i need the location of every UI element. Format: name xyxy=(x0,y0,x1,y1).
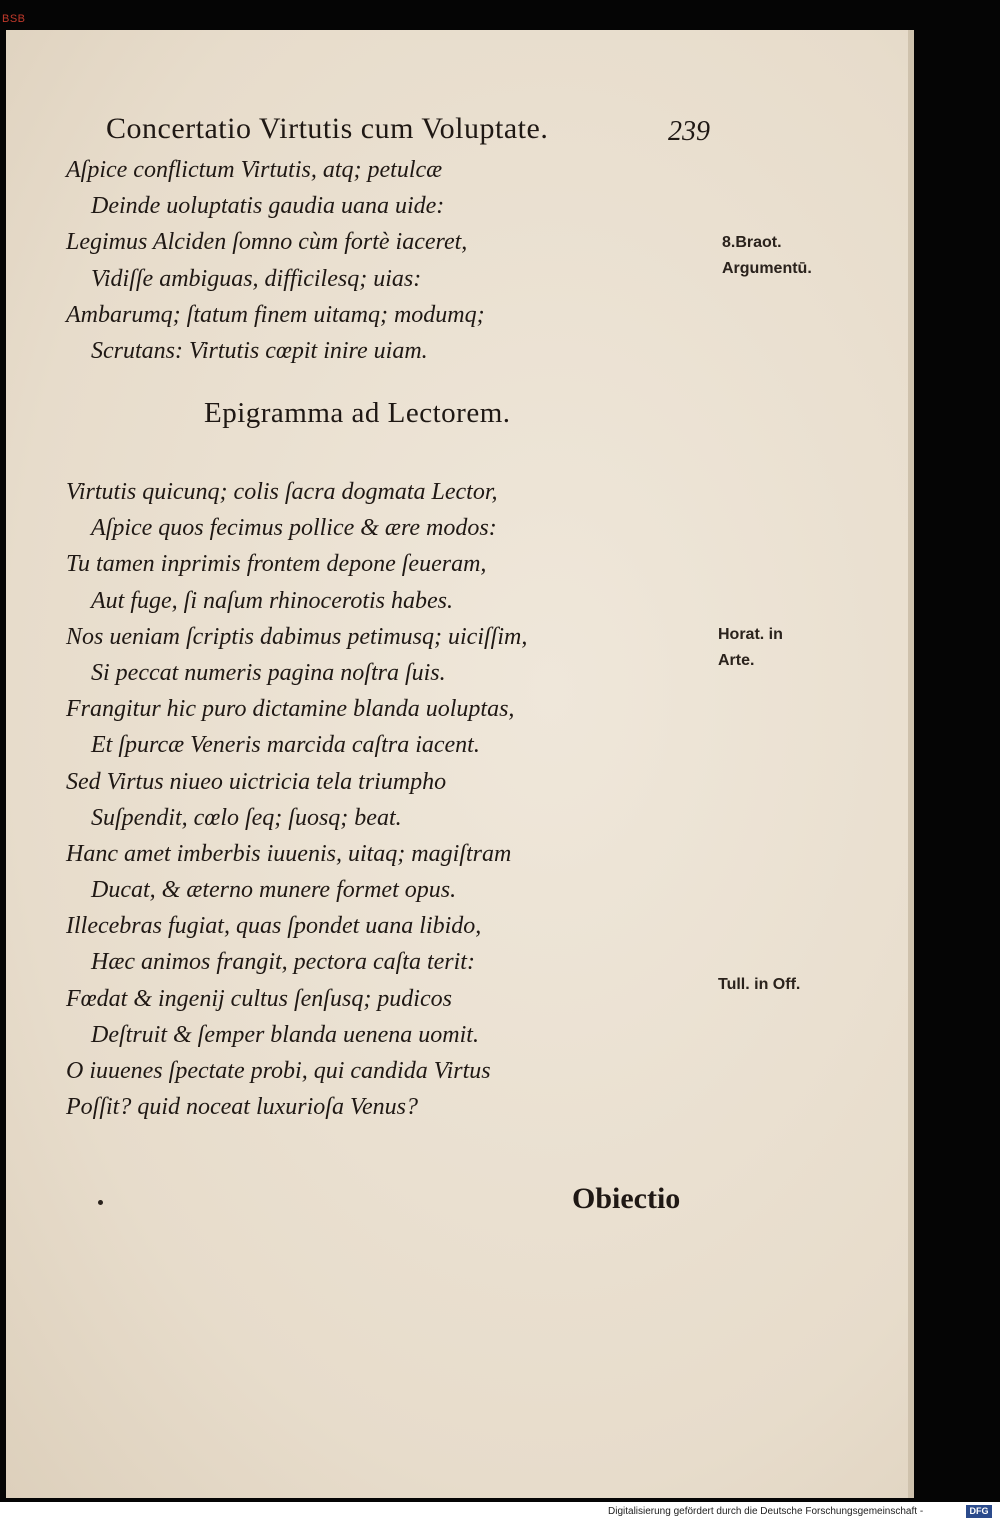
running-head: Concertatio Virtutis cum Voluptate. xyxy=(106,112,549,145)
verse-line: Deinde uoluptatis gaudia uana uide: xyxy=(91,193,445,220)
verse-line: Fœdat & ingenij cultus ſenſusq; pudicos xyxy=(66,985,452,1012)
marginal-note-argument xyxy=(722,230,812,282)
verse-line: Sed Virtus niueo uictricia tela triumpho xyxy=(66,768,447,795)
verse-line: Ducat, & æterno munere formet opus. xyxy=(91,877,457,904)
verse-block-argument xyxy=(66,152,485,369)
verse-line: Aſpice conflictum Virtutis, atq; petulcæ xyxy=(66,157,443,183)
book-page xyxy=(6,30,914,1498)
verse-line: Poſſit? quid noceat luxurioſa Venus? xyxy=(66,1094,418,1121)
marginal-line: Tull. in Off. xyxy=(718,976,801,993)
verse-line: Tu tamen inprimis frontem depone ſeueram, xyxy=(66,551,487,578)
marginal-line: 8.Braοt. xyxy=(722,234,782,251)
page-edge xyxy=(908,30,914,1498)
funding-credit: Digitalisierung gefördert durch die Deutsche Forschungsgemeinschaft - xyxy=(608,1506,924,1517)
verse-block-epigram xyxy=(66,474,527,1125)
verse-line: Hæc animos frangit, pectora caſta terit: xyxy=(91,949,475,976)
verse-line: Et ſpurcæ Veneris marcida caſtra iacent. xyxy=(91,732,480,759)
verse-line: O iuuenes ſpectate probi, qui candida Virtus xyxy=(66,1058,491,1084)
verse-line: Scrutans: Virtutis cœpit inire uiam. xyxy=(91,337,428,364)
verse-line: Vidiſſe ambiguas, difficilesq; uias: xyxy=(91,265,422,292)
catchword: Obiectio xyxy=(572,1182,681,1215)
verse-line: Si peccat numeris pagina noſtra ſuis. xyxy=(91,659,446,686)
marginal-line: Arte. xyxy=(718,652,755,669)
verse-line: Suſpendit, cœlo ſeq; ſuosq; beat. xyxy=(91,804,402,831)
verse-line: Deſtruit & ſemper blanda uenena uomit. xyxy=(91,1021,479,1048)
verse-line: Ambarumq; ſtatum finem uitamq; modumq; xyxy=(66,301,485,328)
page-number: 239 xyxy=(668,116,710,147)
marginal-line: Argumentū. xyxy=(722,260,812,277)
verse-line: Hanc amet imberbis iuuenis, uitaq; magiſtram xyxy=(66,840,512,867)
verse-line: Virtutis quicunq; colis ſacra dogmata Lector, xyxy=(66,479,498,505)
section-title: Epigramma ad Lectorem. xyxy=(204,397,511,429)
verse-line: Aut fuge, ſi naſum rhinocerotis habes. xyxy=(91,587,453,614)
dfg-logo: DFG xyxy=(966,1505,992,1518)
verse-line: Frangitur hic puro dictamine blanda uoluptas, xyxy=(66,696,515,723)
verse-line: Aſpice quos fecimus pollice & ære modos: xyxy=(91,515,497,542)
marginal-note-horace xyxy=(718,622,783,674)
marginal-note-cicero xyxy=(718,972,800,998)
marginal-line: Horat. in xyxy=(718,626,783,643)
verse-line: Legimus Alciden ſomno cùm fortè iaceret, xyxy=(66,229,468,256)
verse-line: Nos ueniam ſcriptis dabimus petimusq; uiciſſim, xyxy=(66,623,528,650)
verse-line: Illecebras fugiat, quas ſpondet uana libido, xyxy=(66,913,482,940)
library-mark: BSB xyxy=(2,13,26,25)
ink-speck xyxy=(98,1200,103,1205)
